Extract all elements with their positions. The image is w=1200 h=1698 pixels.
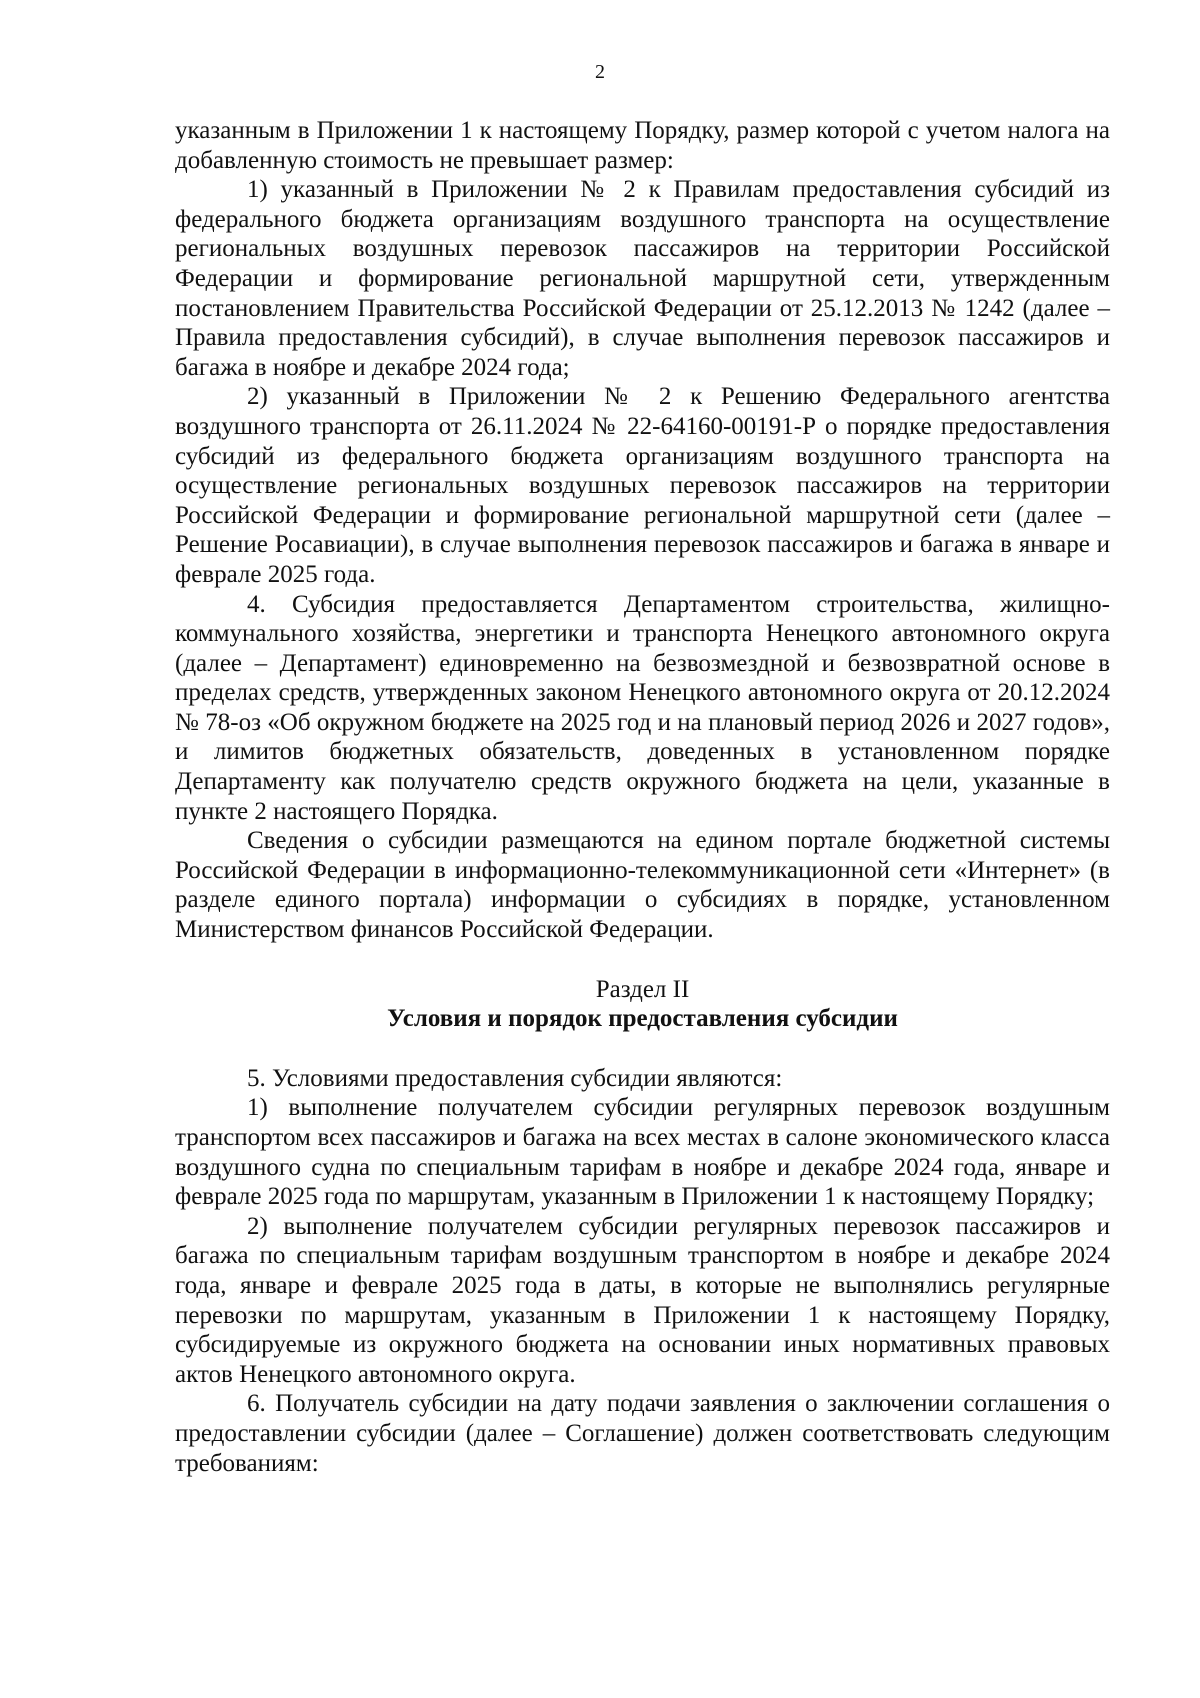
paragraph-condition-2: 2) выполнение получателем субсидии регулярных перевозок пассажиров и багажа по специальным тарифам воздушным транспортом в ноябре и декабре 2024 года, январе и феврале 2025 года в даты, в которые не выполнялись регулярные перевозки по маршрутам, указанным в Приложении 1 к настоящему Порядку, субсидируемые из окружного бюджета на основании иных нормативных правовых актов Ненецкого автономного округа. — [175, 1212, 1110, 1388]
section-heading — [175, 975, 1110, 1034]
paragraph-clause-6: 6. Получатель субсидии на дату подачи заявления о заключении соглашения о предоставлении субсидии (далее – Соглашение) должен соответствовать следующим требованиям: — [175, 1390, 1110, 1477]
paragraph-subsidy-info: Сведения о субсидии размещаются на едином портале бюджетной системы Российской Федерации в информационно-телекоммуникационной сети «Интернет» (в разделе единого портала) информации о субсидиях в порядке, установленном Министерством финансов Российской Федерации. — [175, 827, 1110, 944]
page-number: 2 — [595, 61, 605, 83]
paragraph-item-1: 1) указанный в Приложении № 2 к Правилам предоставления субсидий из федерального бюджета организациям воздушного транспорта на осуществление региональных воздушных перевозок пассажиров на территории Российской Федерации и формирование региональной маршрутной сети, утвержденным постановлением Правительства Российской Федерации от 25.12.2013 № 1242 (далее – Правила предоставления субсидий), в случае выполнения перевозок пассажиров и багажа в ноябре и декабре 2024 года; — [175, 176, 1110, 381]
paragraph-clause-5: 5. Условиями предоставления субсидии являются: — [247, 1064, 783, 1092]
paragraph-clause-4: 4. Субсидия предоставляется Департаментом строительства, жилищно-коммунального хозяйства, энергетики и транспорта Ненецкого автономного округа (далее – Департамент) единовременно на безвозмездной и безвозвратной основе в пределах средств, утвержденных законом Ненецкого автономного округа от 20.12.2024 № 78-оз «Об окружном бюджете на 2025 год и на плановый период 2026 и 2027 годов», и лимитов бюджетных обязательств, доведенных в установленном порядке Департаменту как получателю средств окружного бюджета на цели, указанные в пункте 2 настоящего Порядка. — [175, 590, 1110, 825]
paragraph-item-2: 2) указанный в Приложении № 2 к Решению Федерального агентства воздушного транспорта от 26.11.2024 № 22-64160-00191-Р о порядке предоставления субсидий из федерального бюджета организациям воздушного транспорта на осуществление региональных воздушных перевозок пассажиров на территории Российской Федерации и формирование региональной маршрутной сети (далее – Решение Росавиации), в случае выполнения перевозок пассажиров и багажа в январе и феврале 2025 года. — [175, 383, 1110, 588]
paragraph-condition-1: 1) выполнение получателем субсидии регулярных перевозок воздушным транспортом всех пассажиров и багажа на всех местах в салоне экономического класса воздушного судна по специальным тарифам в ноябре и декабре 2024 года, январе и феврале 2025 года по маршрутам, указанным в Приложении 1 к настоящему Порядку; — [175, 1094, 1110, 1211]
section-title: Условия и порядок предоставления субсидии — [387, 1005, 898, 1033]
paragraph-continuation: указанным в Приложении 1 к настоящему Порядку, размер которой с учетом налога на добавленную стоимость не превышает размер: — [175, 117, 1110, 174]
section-label: Раздел II — [595, 975, 690, 1003]
document-body — [175, 116, 1110, 1478]
